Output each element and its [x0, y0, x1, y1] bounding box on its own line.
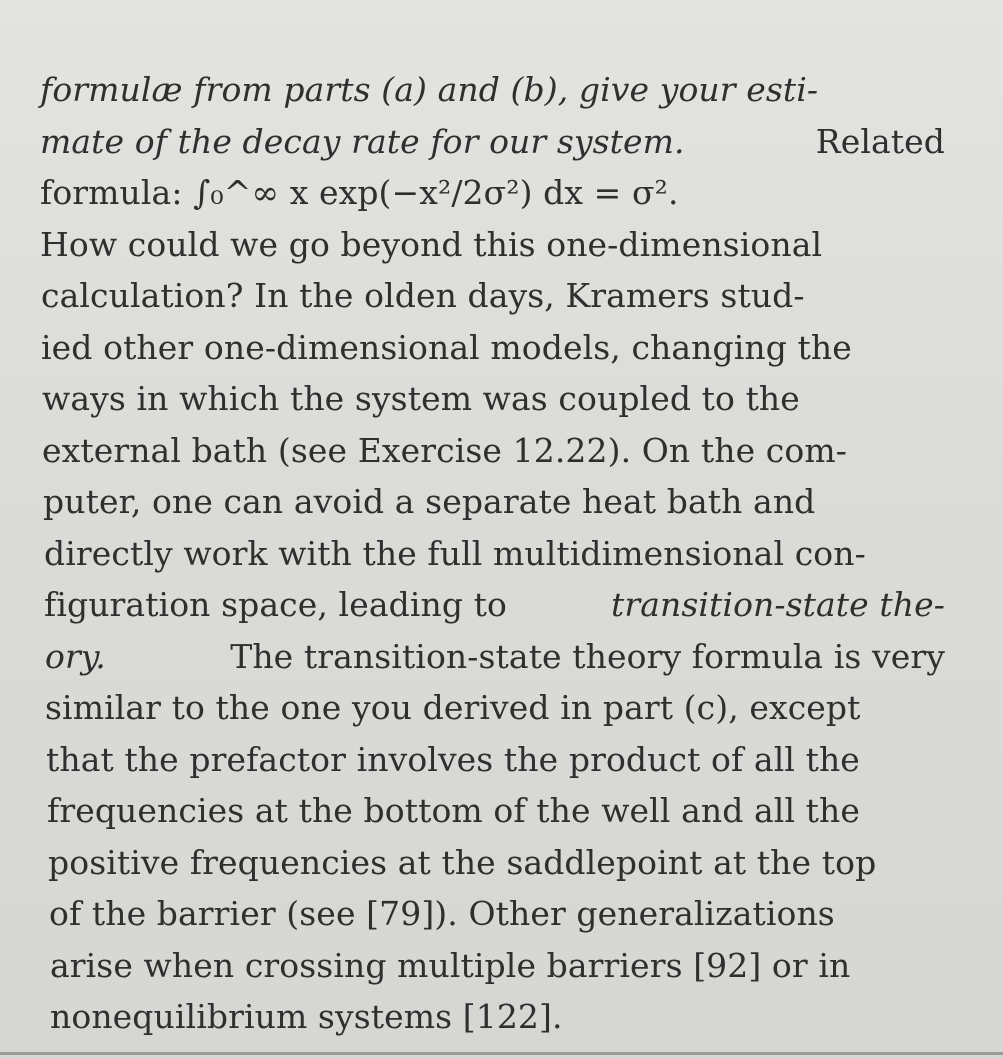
text-line-roman: How could we go beyond this one-dimensional: [40, 224, 823, 264]
text-line-roman: that the prefactor involves the product of all the: [46, 739, 860, 779]
text-line-roman: calculation? In the olden days, Kramers stud-: [41, 276, 805, 315]
text-line: [40, 116, 945, 168]
text-line-roman: similar to the one you derived in part (c), except: [45, 688, 861, 727]
text-line: [40, 219, 945, 271]
text-line: [40, 322, 945, 374]
text-line: [40, 837, 945, 889]
related-formula: formula: ∫₀^∞ x exp(−x²/2σ²) dx = σ².: [40, 173, 679, 212]
text-line-roman: frequencies at the bottom of the well and all the: [47, 791, 861, 830]
text-line: [40, 734, 945, 786]
text-line: [40, 888, 945, 940]
text-line-roman: The transition-state theory formula is very: [230, 636, 945, 676]
text-line-roman: positive frequencies at the saddlepoint at the top: [48, 842, 877, 882]
text-line: [40, 991, 945, 1043]
text-line-roman: Related: [815, 121, 945, 161]
text-line: [40, 682, 945, 734]
text-line-roman: ied other one-dimensional models, changing the: [41, 327, 852, 367]
text-line: [40, 270, 945, 322]
text-line-roman: nonequilibrium systems [122].: [50, 997, 563, 1036]
text-line: [40, 373, 945, 425]
text-line: [40, 785, 945, 837]
text-line-italic: formulæ from parts (a) and (b), give your esti-: [40, 70, 819, 109]
text-line: [40, 167, 945, 219]
text-line-roman: puter, one can avoid a separate heat bath and: [43, 482, 816, 521]
text-line-roman: figuration space, leading to: [44, 585, 507, 624]
text-line: [40, 64, 945, 116]
text-line-roman: ways in which the system was coupled to the: [42, 379, 800, 418]
page-bottom-edge: [0, 1052, 1003, 1055]
text-line-roman: arise when crossing multiple barriers [92] or in: [50, 945, 851, 985]
text-line-roman: directly work with the full multidimensional con-: [44, 533, 866, 573]
text-line: [40, 631, 945, 683]
text-line: [40, 425, 945, 477]
text-line: [40, 476, 945, 528]
text-line-roman: of the barrier (see [79]). Other generalizations: [49, 894, 835, 933]
text-line-roman: external bath (see Exercise 12.22). On the com-: [42, 430, 847, 470]
text-line-italic: transition-state the-: [611, 585, 945, 624]
text-line: [40, 528, 945, 580]
text-line-italic: mate of the decay rate for our system.: [40, 121, 685, 161]
text-line: [40, 579, 945, 631]
body-paragraph: [40, 64, 945, 1043]
text-line-italic: ory.: [45, 636, 106, 676]
text-line: [40, 940, 945, 992]
